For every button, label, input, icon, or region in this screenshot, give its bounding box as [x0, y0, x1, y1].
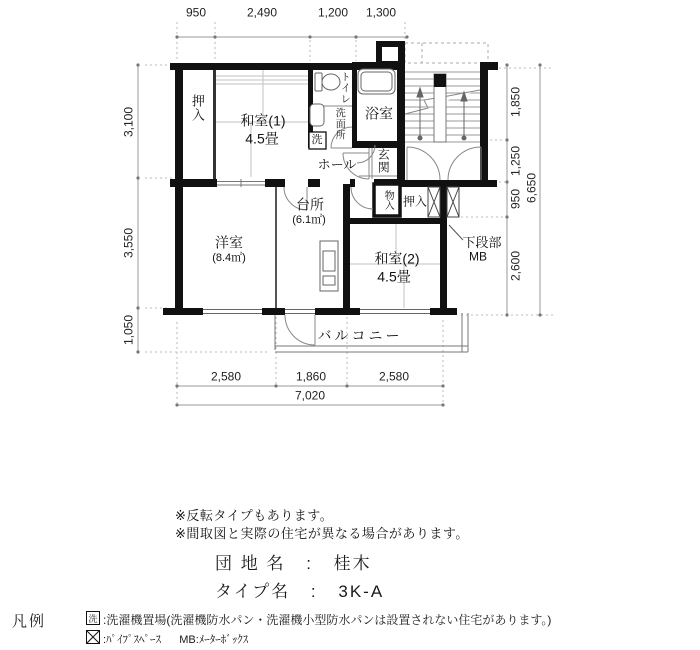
room-western-size: (8.4㎡): [212, 252, 246, 265]
dim-bottom-3: 2,580: [378, 369, 410, 384]
dim-right-4: 2,600: [508, 250, 523, 282]
room-oshiire-2: 押入: [402, 194, 428, 209]
dim-bottom-1: 2,580: [210, 369, 242, 384]
washer-symbol-box: [86, 611, 100, 625]
kadanbu-leader: [449, 225, 463, 240]
estate-name-separator: :: [306, 554, 313, 573]
dim-left-2: 3,550: [121, 227, 136, 259]
type-name-label: タイプ名: [215, 582, 291, 601]
legend-mb-label: MB:ﾒｰﾀｰﾎﾞｯｸｽ: [179, 634, 249, 646]
dim-bottom-total: 7,020: [294, 388, 326, 403]
room-hall: ホール: [317, 157, 357, 173]
kitchen-counter: [320, 241, 338, 291]
note-reverse-type: ※反転タイプもあります。: [175, 508, 334, 523]
legend-heading: 凡例: [12, 613, 47, 630]
room-kitchen: 台所: [296, 196, 324, 213]
room-mononoiri: 物入: [382, 190, 394, 210]
duct-box: [376, 41, 405, 68]
room-toilet: トイレ: [338, 71, 350, 105]
toilet-fixture: [315, 73, 340, 91]
dim-right-total: 6,650: [524, 172, 539, 204]
legend-pipe-space-label: :ﾊﾟｲﾌﾟｽﾍﾟｰｽ: [103, 634, 162, 646]
washer-symbol: 洗: [311, 134, 323, 147]
estate-name-line: [215, 549, 372, 574]
pipe-space-x-icon: [87, 631, 99, 643]
label-kadanbu: 下段部: [462, 235, 502, 251]
sliding-doors: [217, 179, 265, 187]
dim-left-1: 3,100: [121, 106, 136, 138]
legend-pipe-space-text: [103, 631, 248, 647]
stair-landing: [405, 43, 488, 63]
type-name-separator: :: [310, 582, 318, 601]
room-washitsu-1: 和室(1): [240, 112, 286, 129]
dim-right-1: 1,850: [508, 86, 523, 118]
dim-right-2: 1,250: [508, 145, 523, 177]
bathtub-fixture: [358, 69, 395, 94]
room-western: 洋室: [215, 234, 243, 251]
staircase: [405, 72, 480, 142]
dim-top-2: 2,490: [246, 5, 278, 20]
dim-top-3: 1,200: [317, 5, 349, 20]
label-mb: MB: [469, 249, 487, 264]
estate-name-label: 団 地 名: [215, 554, 286, 573]
note-difference: ※間取図と実際の住宅が異なる場合があります。: [175, 526, 469, 541]
dim-top-1: 950: [185, 5, 207, 20]
room-oshiire-1: 押入: [189, 94, 205, 122]
legend-washer-text: :洗濯機置場(洗濯機防水パン・洗濯機小型防水パンは設置されない住宅があります。): [103, 613, 552, 627]
room-bath: 浴室: [365, 105, 393, 122]
type-name-line: [215, 577, 384, 602]
room-washitsu-2: 和室(2): [374, 250, 420, 267]
room-balcony: バルコニー: [317, 327, 403, 344]
dim-bottom-2: 1,860: [295, 369, 327, 384]
dim-left-3: 1,050: [121, 314, 136, 346]
dim-top-4: 1,300: [365, 5, 397, 20]
room-washitsu-1-size: 4.5畳: [245, 130, 279, 147]
room-genkan: 玄関: [376, 148, 391, 174]
room-washitsu-2-size: 4.5畳: [377, 268, 411, 285]
washer-symbol-small: 洗: [88, 613, 98, 624]
estate-name-value: 桂木: [333, 554, 372, 573]
pipe-space-icon: [86, 630, 100, 644]
room-senmenjo: 洗面所: [333, 107, 345, 141]
dim-right-3: 950: [508, 188, 523, 210]
type-name-value: 3K-A: [338, 582, 385, 601]
washbasin-fixture: [310, 104, 324, 126]
room-kitchen-size: (6.1㎡): [292, 214, 326, 227]
